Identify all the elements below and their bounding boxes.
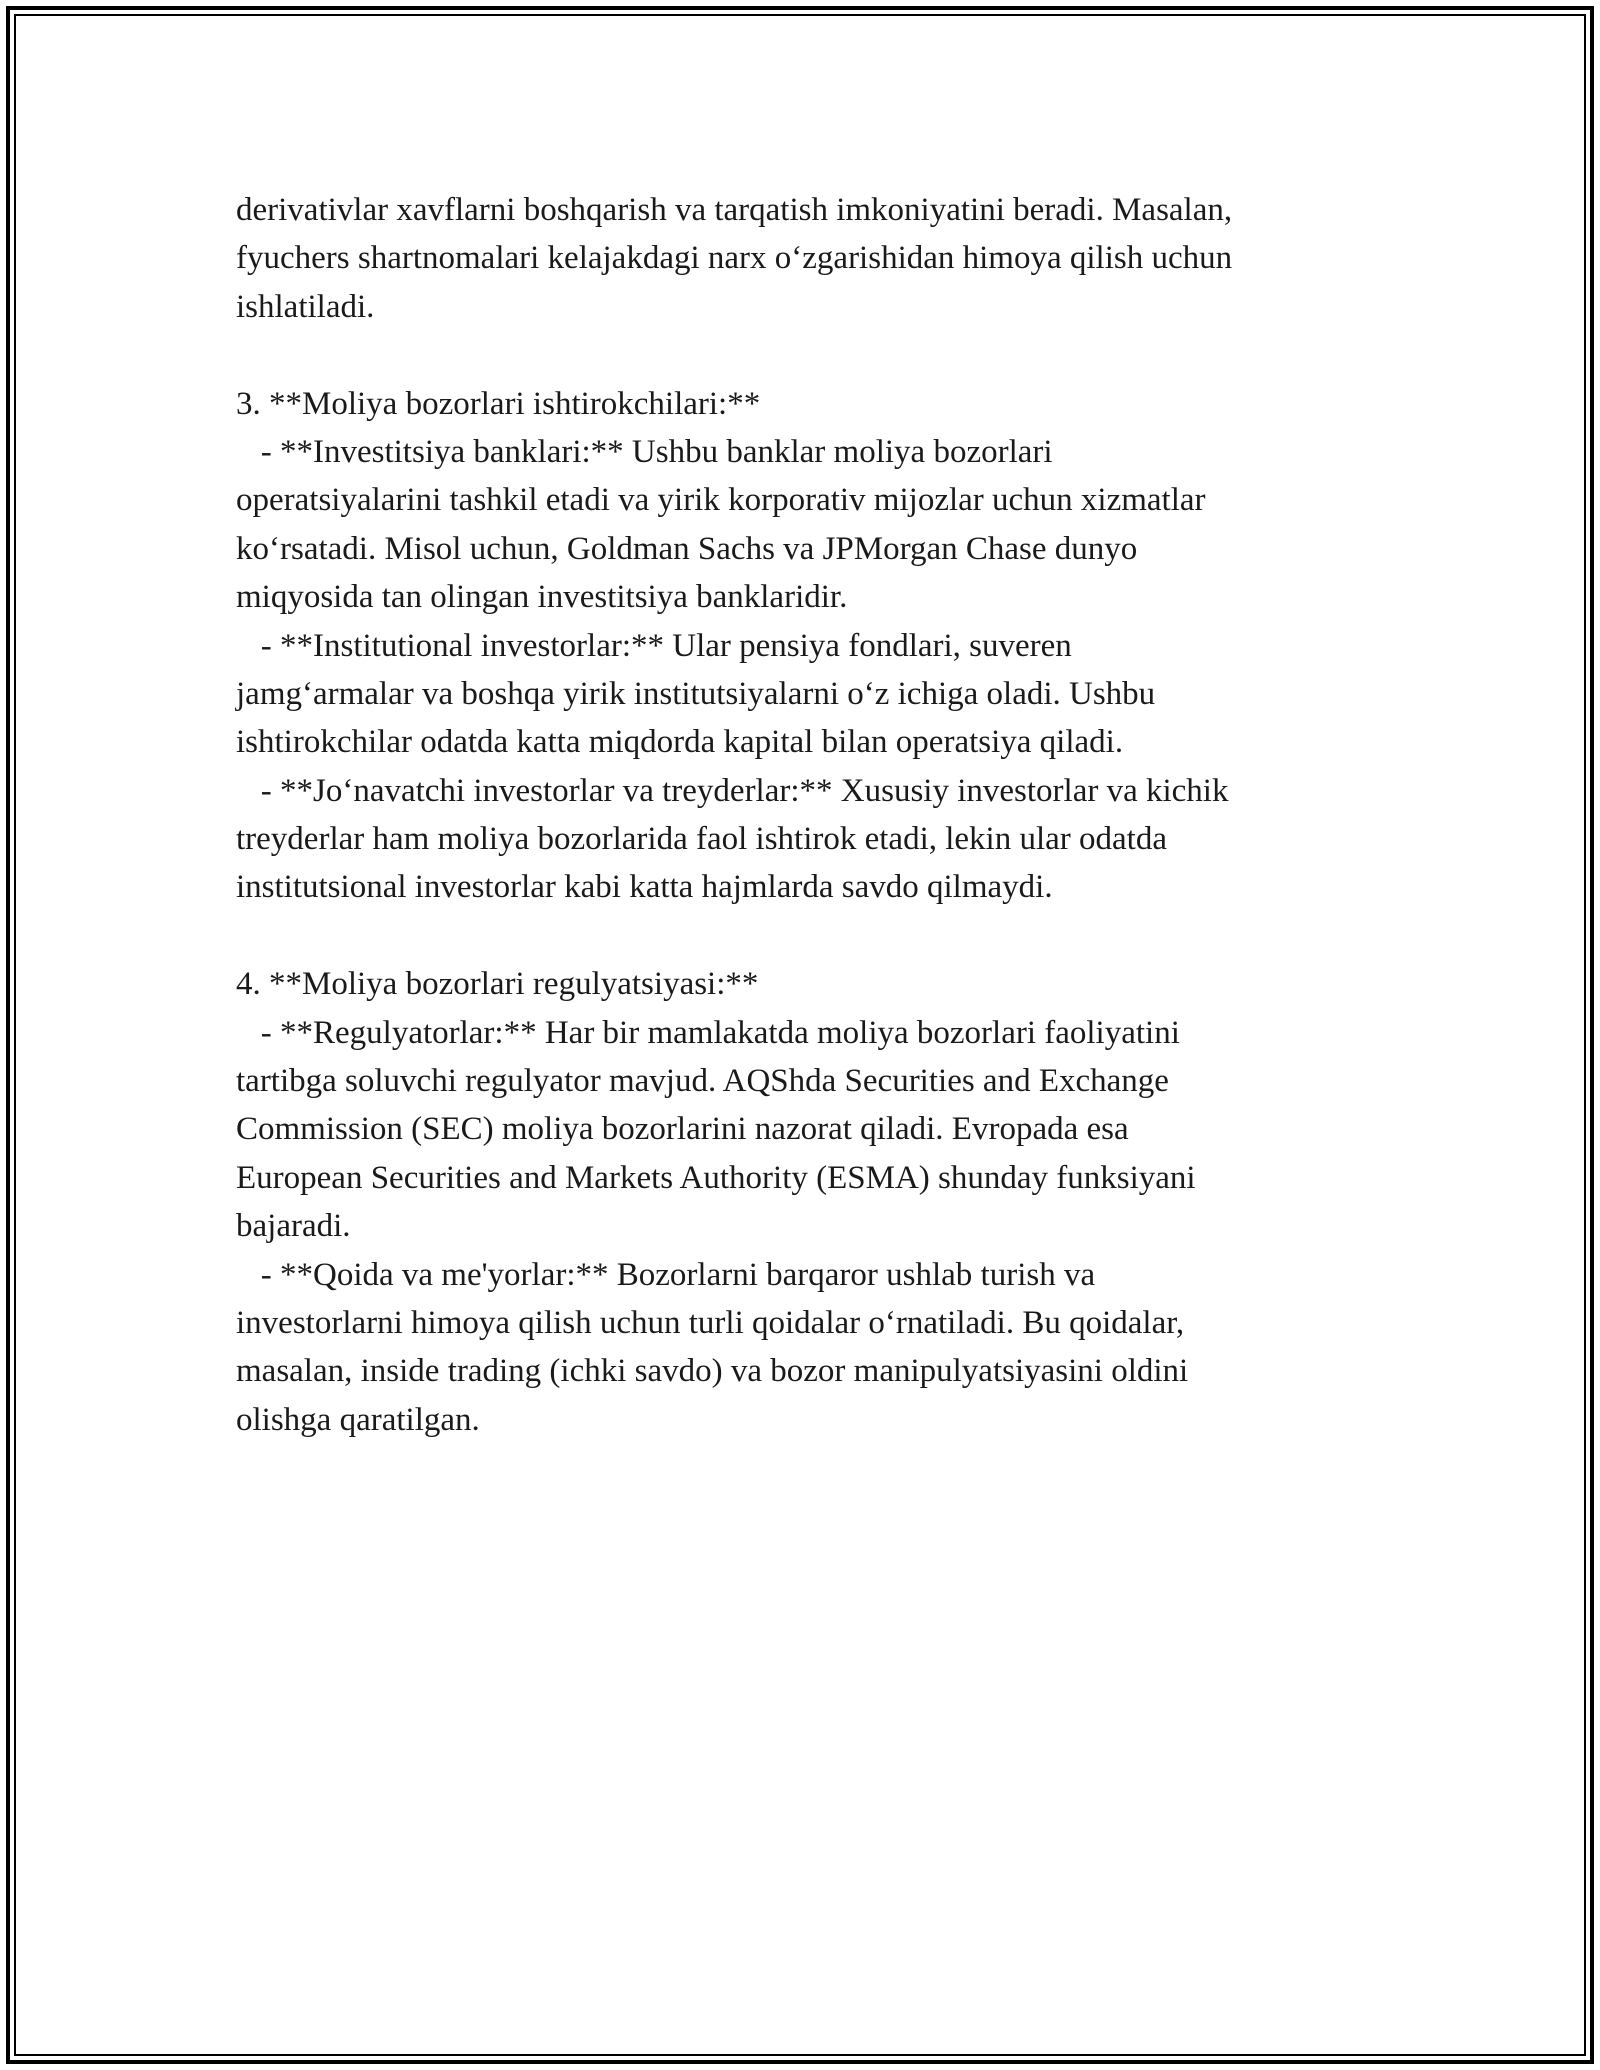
- list-item-regulators: [236, 1009, 1386, 1251]
- text-line: investorlarni himoya qilish uchun turli qoidalar o‘rnatiladi. Bu qoidalar,: [236, 1304, 1185, 1341]
- text-line: ishtirokchilar odatda katta miqdorda kapital bilan operatsiya qiladi.: [236, 724, 1124, 761]
- text-line: masalan, inside trading (ichki savdo) va bozor manipulyatsiyasini oldini: [236, 1353, 1189, 1390]
- text-line: operatsiyalarini tashkil etadi va yirik korporativ mijozlar uchun xizmatlar: [236, 482, 1206, 519]
- text-line: ishlatiladi.: [236, 288, 375, 325]
- list-item-rules-and-norms: [236, 1251, 1386, 1445]
- section-4-heading: [236, 960, 1386, 1008]
- text-line: bajaradi.: [236, 1208, 351, 1245]
- text-line: tartibga soluvchi regulyator mavjud. AQShda Securities and Exchange: [236, 1063, 1169, 1100]
- paragraph-spacer: [236, 331, 1386, 379]
- text-line: - **Institutional investorlar:** Ular pensiya fondlari, suveren: [236, 627, 1072, 664]
- text-line: jamg‘armalar va boshqa yirik institutsiyalarni o‘z ichiga oladi. Ushbu: [236, 675, 1156, 712]
- text-line: - **Regulyatorlar:** Har bir mamlakatda moliya bozorlari faoliyatini: [236, 1014, 1180, 1051]
- text-line: - **Qoida va me'yorlar:** Bozorlarni barqaror ushlab turish va: [236, 1256, 1096, 1293]
- text-line: ko‘rsatadi. Misol uchun, Goldman Sachs va JPMorgan Chase dunyo: [236, 530, 1138, 567]
- text-line: miqyosida tan olingan investitsiya banklaridir.: [236, 579, 848, 616]
- text-line: - **Jo‘navatchi investorlar va treyderlar:** Xususiy investorlar va kichik: [236, 772, 1229, 809]
- section-heading-text: 3. **Moliya bozorlari ishtirokchilari:**: [236, 385, 761, 422]
- document-body: [236, 186, 1386, 1444]
- section-heading-text: 4. **Moliya bozorlari regulyatsiyasi:**: [236, 966, 759, 1003]
- section-3-heading: [236, 380, 1386, 428]
- text-line: - **Investitsiya banklari:** Ushbu banklar moliya bozorlari: [236, 433, 1053, 470]
- text-line: fyuchers shartnomalari kelajakdagi narx o‘zgarishidan himoya qilish uchun: [236, 240, 1233, 277]
- paragraph-spacer: [236, 912, 1386, 960]
- text-line: Commission (SEC) moliya bozorlarini nazorat qiladi. Evropada esa: [236, 1111, 1129, 1148]
- text-line: institutsional investorlar kabi katta hajmlarda savdo qilmaydi.: [236, 869, 1053, 906]
- list-item-investment-banks: [236, 428, 1386, 622]
- text-line: olishga qaratilgan.: [236, 1401, 480, 1438]
- text-line: derivativlar xavflarni boshqarish va tarqatish imkoniyatini beradi. Masalan,: [236, 192, 1233, 228]
- list-item-institutional-investors: [236, 622, 1386, 767]
- text-line: European Securities and Markets Authority (ESMA) shunday funksiyani: [236, 1159, 1196, 1196]
- paragraph-intro-continuation: [236, 186, 1386, 331]
- text-line: treyderlar ham moliya bozorlarida faol ishtirok etadi, lekin ular odatda: [236, 821, 1167, 858]
- list-item-retail-traders: [236, 767, 1386, 912]
